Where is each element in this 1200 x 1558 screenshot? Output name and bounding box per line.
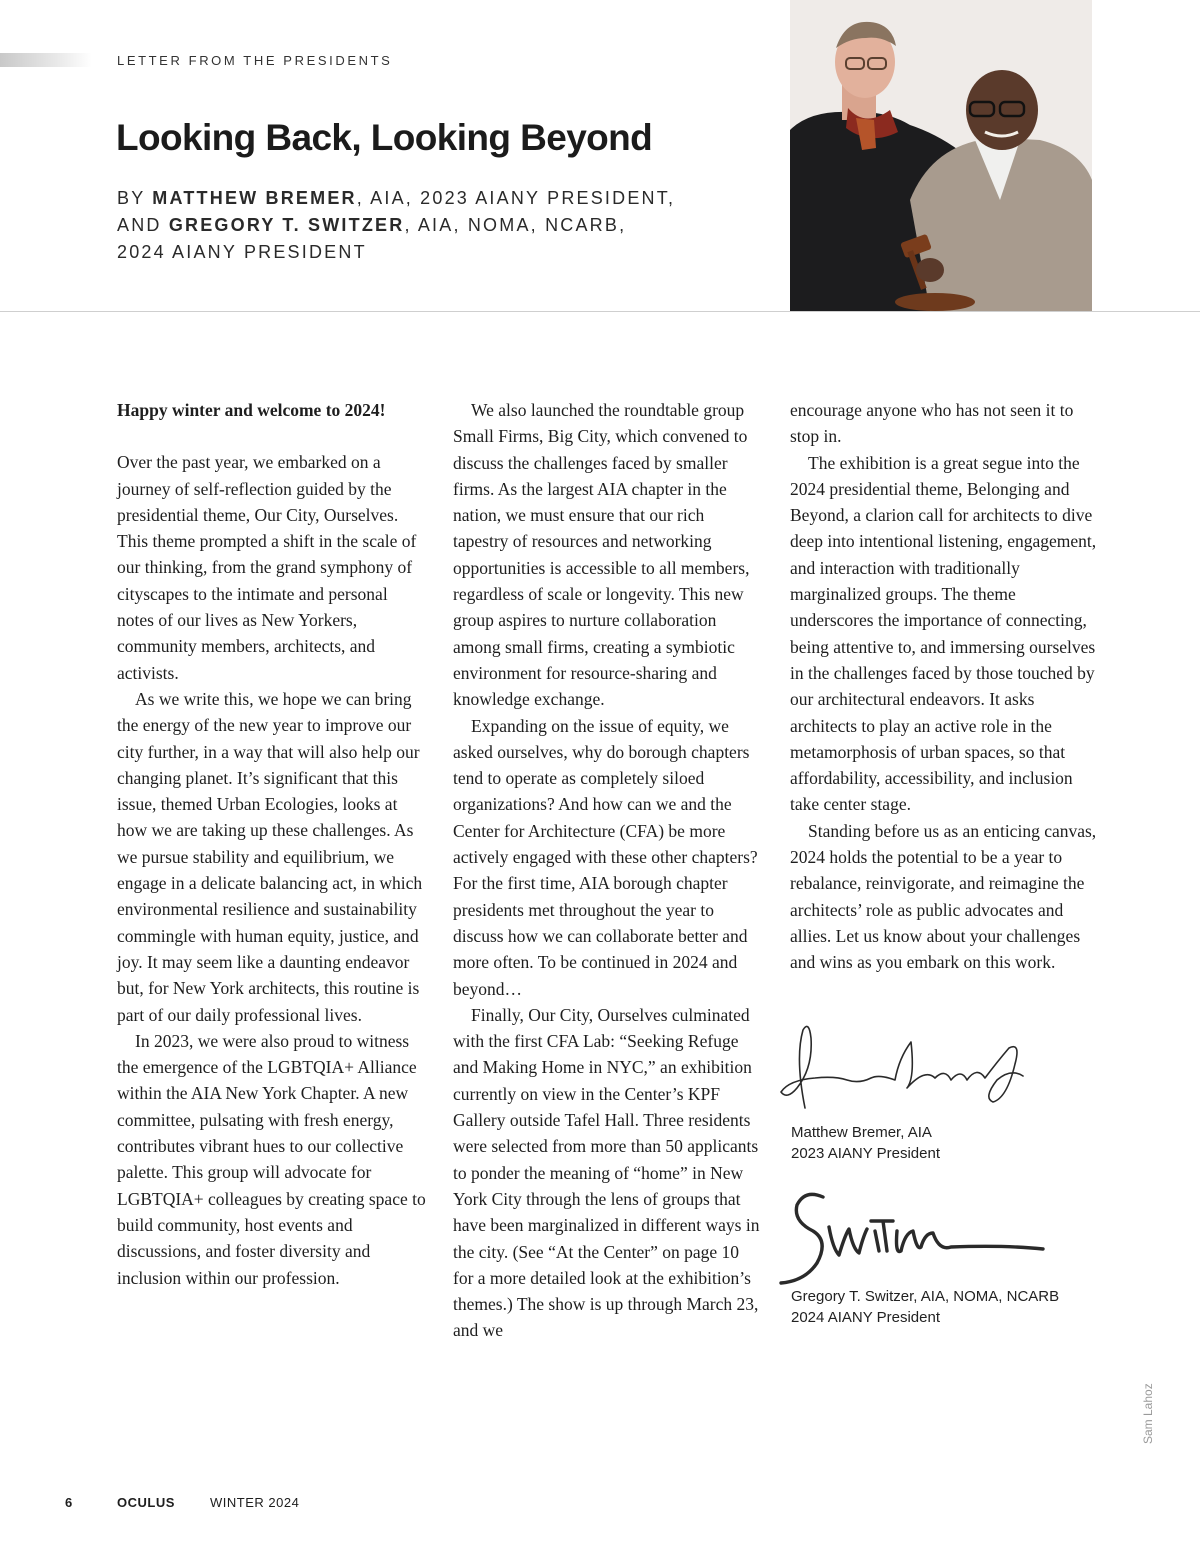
article-column-1	[117, 397, 427, 1291]
body-paragraph: In 2023, we were also proud to witness the emergence of the LGBTQIA+ Alliance within the AIA New York Chapter. A new committee, pulsating with fresh energy, contributes vibrant hues to our collective palette. This group will advocate for LGBTQIA+ colleagues by creating space to build community, host events and discussions, and foster diversity and inclusion within our profession.	[117, 1030, 426, 1288]
signer-name: Gregory T. Switzer, AIA, NOMA, NCARB	[791, 1288, 1060, 1305]
byline-author2-name: GREGORY T. SWITZER	[168, 215, 405, 235]
article-column-2	[453, 397, 763, 1344]
body-paragraph: Finally, Our City, Ourselves culminated with the first CFA Lab: “Seeking Refuge and Making Home in NYC,” an exhibition currently on view in the Center’s KPF Gallery outside Tafel Hall. Three residents were selected from more than 50 applicants to ponder the meaning of “home” in New York City through the lens of groups that have been marginalized in different ways in the city. (See “At the Center” on page 10 for a more detailed look at the exhibition’s themes.) The show is up through March 23, and we	[453, 1004, 760, 1341]
greeting: Happy winter and welcome to 2024!	[117, 400, 386, 420]
signer-title: 2023 AIANY President	[791, 1145, 940, 1162]
signature-matthew-bremer	[775, 1018, 1035, 1118]
header-divider	[0, 311, 1200, 312]
article-column-3	[790, 397, 1100, 976]
signer-title: 2024 AIANY President	[791, 1309, 940, 1326]
presidents-photo	[790, 0, 1092, 311]
signature-gregory-switzer	[775, 1185, 1055, 1290]
body-paragraph: As we write this, we hope we can bring the energy of the new year to improve our city further, in a way that will also help our changing planet. It’s significant that this issue, themed Urban Ecologies, looks at how we are taking up these challenges. As we pursue stability and equilibrium, we engage in a delicate balancing act, in which environmental resilience and sustainability commingle with human equity, justice, and joy. It may seem like a daunting endeavor but, for New York architects, this routine is part of our daily professional lives.	[117, 688, 423, 1025]
header-accent-bar	[0, 53, 92, 67]
section-label: LETTER FROM THE PRESIDENTS	[117, 53, 393, 68]
photo-credit: Sam Lahoz	[1141, 1383, 1155, 1444]
byline-author1-credentials: , AIA, 2023 AIANY PRESIDENT,	[356, 188, 676, 208]
byline	[117, 185, 757, 266]
footer-issue: WINTER 2024	[210, 1495, 300, 1510]
footer-page-number: 6	[65, 1495, 73, 1510]
byline-author2-credentials: , AIA, NOMA, NCARB,	[404, 215, 627, 235]
signer-name: Matthew Bremer, AIA	[791, 1124, 932, 1141]
byline-author2-title: 2024 AIANY PRESIDENT	[117, 242, 367, 262]
byline-by: BY	[117, 188, 146, 208]
body-paragraph: Standing before us as an enticing canvas, 2024 holds the potential to be a year to rebalance, reinvigorate, and reimagine the architects’ role as public advocates and allies. Let us know about your challenges and wins as you embark on this work.	[790, 820, 1097, 973]
body-paragraph: Over the past year, we embarked on a journey of self-reflection guided by the presidential theme, Our City, Ourselves. This theme prompted a shift in the scale of our thinking, from the grand symphony of cityscapes to the intimate and personal notes of our lives as New Yorkers, community members, architects, and activists.	[117, 452, 417, 683]
byline-and: AND	[117, 215, 162, 235]
body-paragraph: encourage anyone who has not seen it to stop in.	[790, 400, 1074, 447]
footer-magazine-name: OCULUS	[117, 1495, 175, 1510]
page-title: Looking Back, Looking Beyond	[116, 117, 653, 158]
body-paragraph: Expanding on the issue of equity, we asked ourselves, why do borough chapters tend to operate as completely siloed organizations? And how can we and the Center for Architecture (CFA) be more actively engaged with these other chapters? For the first time, AIA borough chapter presidents met throughout the year to discuss how we can collaborate better and more often. To be continued in 2024 and beyond…	[453, 715, 758, 999]
body-paragraph: The exhibition is a great segue into the 2024 presidential theme, Belonging and Beyond, a clarion call for architects to dive deep into intentional listening, engagement, and interaction with traditionally marginalized groups. The theme underscores the importance of connecting, being attentive to, and immersing ourselves in the challenges faced by those touched by our architectural endeavors. It asks architects to play an active role in the metamorphosis of urban spaces, so that affordability, accessibility, and inclusion take center stage.	[790, 452, 1097, 815]
presidents-photo-illustration	[790, 0, 1092, 311]
byline-author1-name: MATTHEW BREMER	[152, 188, 357, 208]
body-paragraph: We also launched the roundtable group Small Firms, Big City, which convened to discuss the challenges faced by smaller firms. As the largest AIA chapter in the nation, we must ensure that our rich tapestry of resources and networking opportunities is accessible to all members, regardless of scale or longevity. This new group aspires to nurture collaboration among small firms, creating a symbiotic environment for resource-sharing and knowledge exchange.	[453, 400, 750, 710]
signature-caption-2	[791, 1286, 1059, 1328]
signature-caption-1	[791, 1122, 940, 1164]
